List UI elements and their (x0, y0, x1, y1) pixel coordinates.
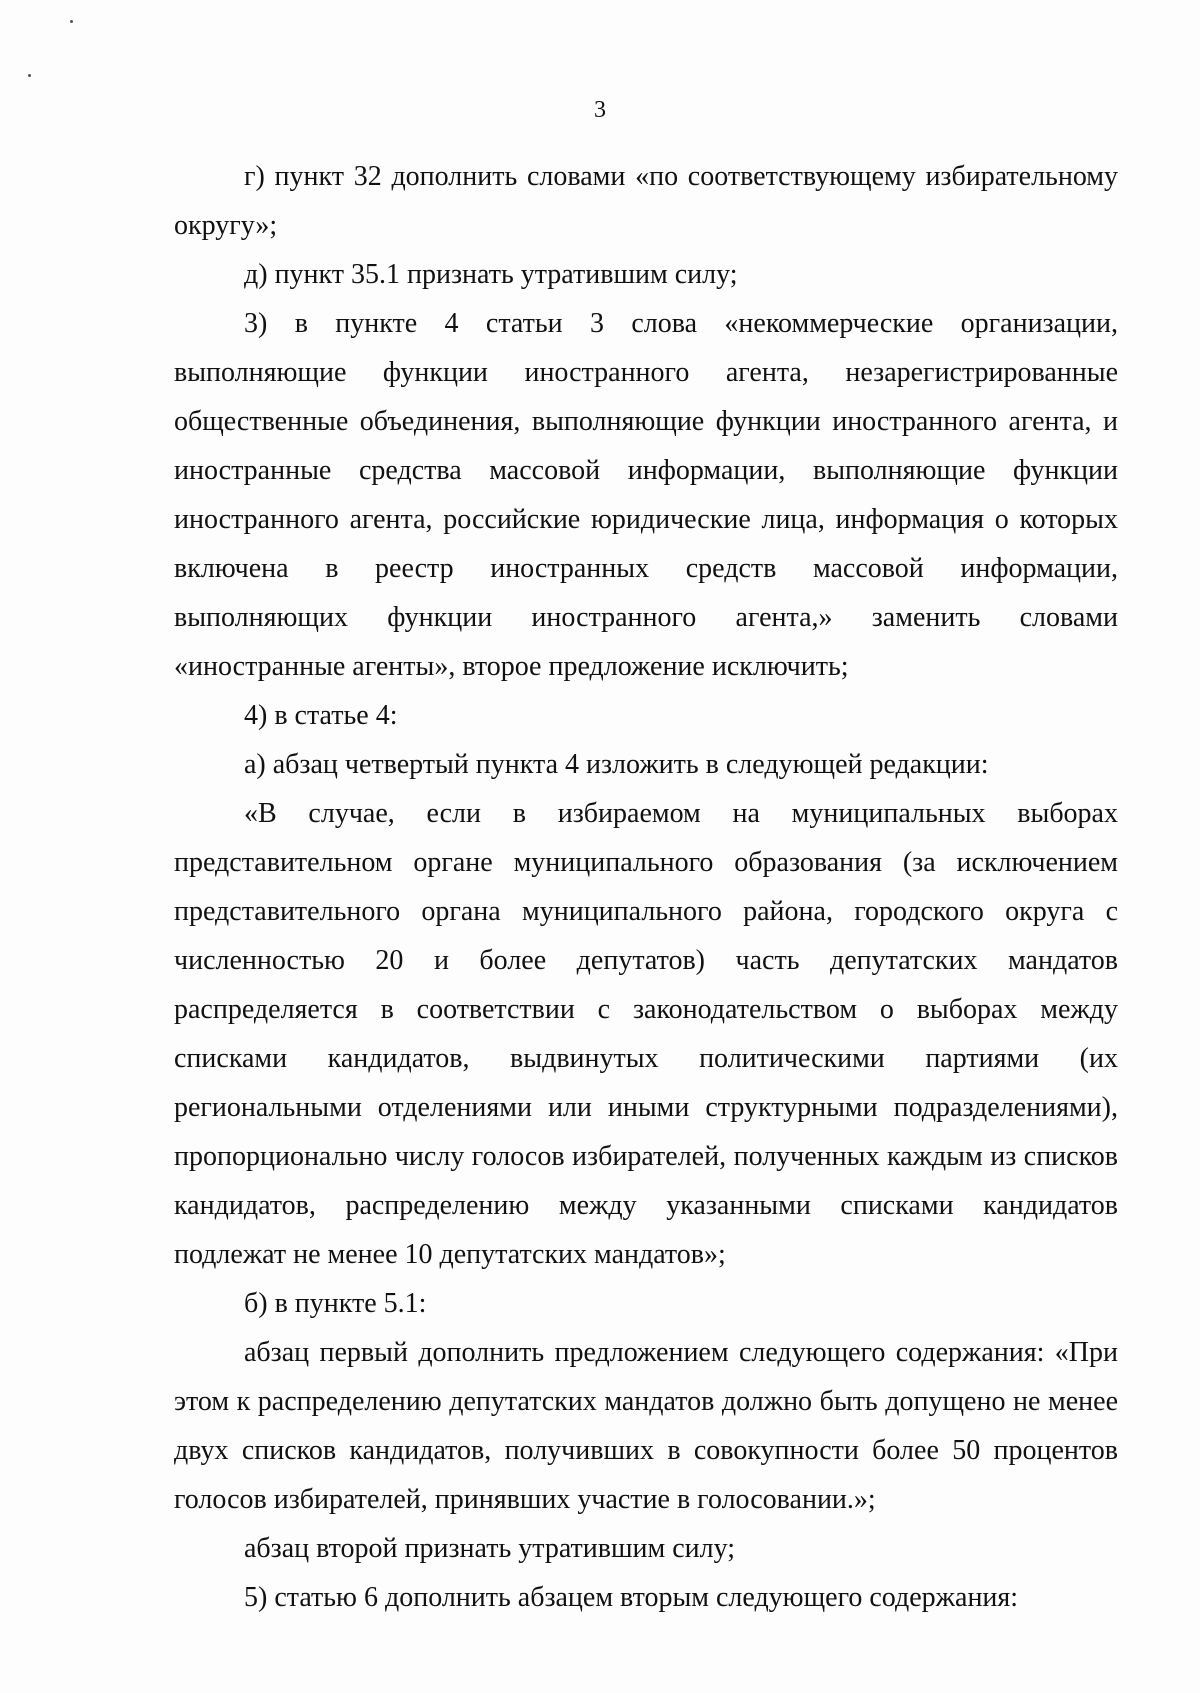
paragraph: 4) в статье 4: (244, 700, 398, 731)
scan-artifact-dot (70, 20, 73, 23)
paragraph: д) пункт 35.1 признать утратившим силу; (244, 259, 738, 290)
paragraph: 5) статью 6 дополнить абзацем вторым следующего содержания: (244, 1582, 1019, 1613)
paragraph: абзац второй признать утратившим силу; (244, 1533, 736, 1564)
page-number: 3 (594, 97, 606, 123)
scan-artifact-dot (28, 74, 31, 77)
paragraph: абзац первый дополнить предложением следующего содержания: «При этом к распределению депутатских мандатов должно быть допущено не менее двух списков кандидатов, получивших в совокупности более 50 процентов голосов избирателей, принявших участие в голосовании.»; (174, 1337, 1118, 1515)
paragraph: г) пункт 32 дополнить словами «по соответствующему избирательному округу»; (174, 161, 1118, 241)
paragraph: а) абзац четвертый пункта 4 изложить в следующей редакции: (244, 749, 989, 780)
paragraph: 3) в пункте 4 статьи 3 слова «некоммерческие организации, выполняющие функции иностранного агента, незарегистрированные общественные объединения, выполняющие функции иностранного агента, и иностранные средства массовой информации, выполняющие функции иностранного агента, российские юридические лица, информация о которых включена в реестр иностранных средств массовой информации, выполняющих функции иностранного агента,» заменить словами «иностранные агенты», второе предложение исключить; (174, 308, 1118, 682)
document-body (174, 152, 1118, 1622)
quoted-paragraph: «В случае, если в избираемом на муниципальных выборах представительном органе муниципального образования (за исключением представительного органа муниципального района, городского округа с численностью 20 и более депутатов) часть депутатских мандатов распределяется в соответствии с законодательством о выборах между списками кандидатов, выдвинутых политическими партиями (их региональными отделениями или иными структурными подразделениями), пропорционально числу голосов избирателей, полученных каждым из списков кандидатов, распределению между указанными списками кандидатов подлежат не менее 10 депутатских мандатов»; (174, 798, 1118, 1270)
paragraph: б) в пункте 5.1: (244, 1288, 427, 1319)
